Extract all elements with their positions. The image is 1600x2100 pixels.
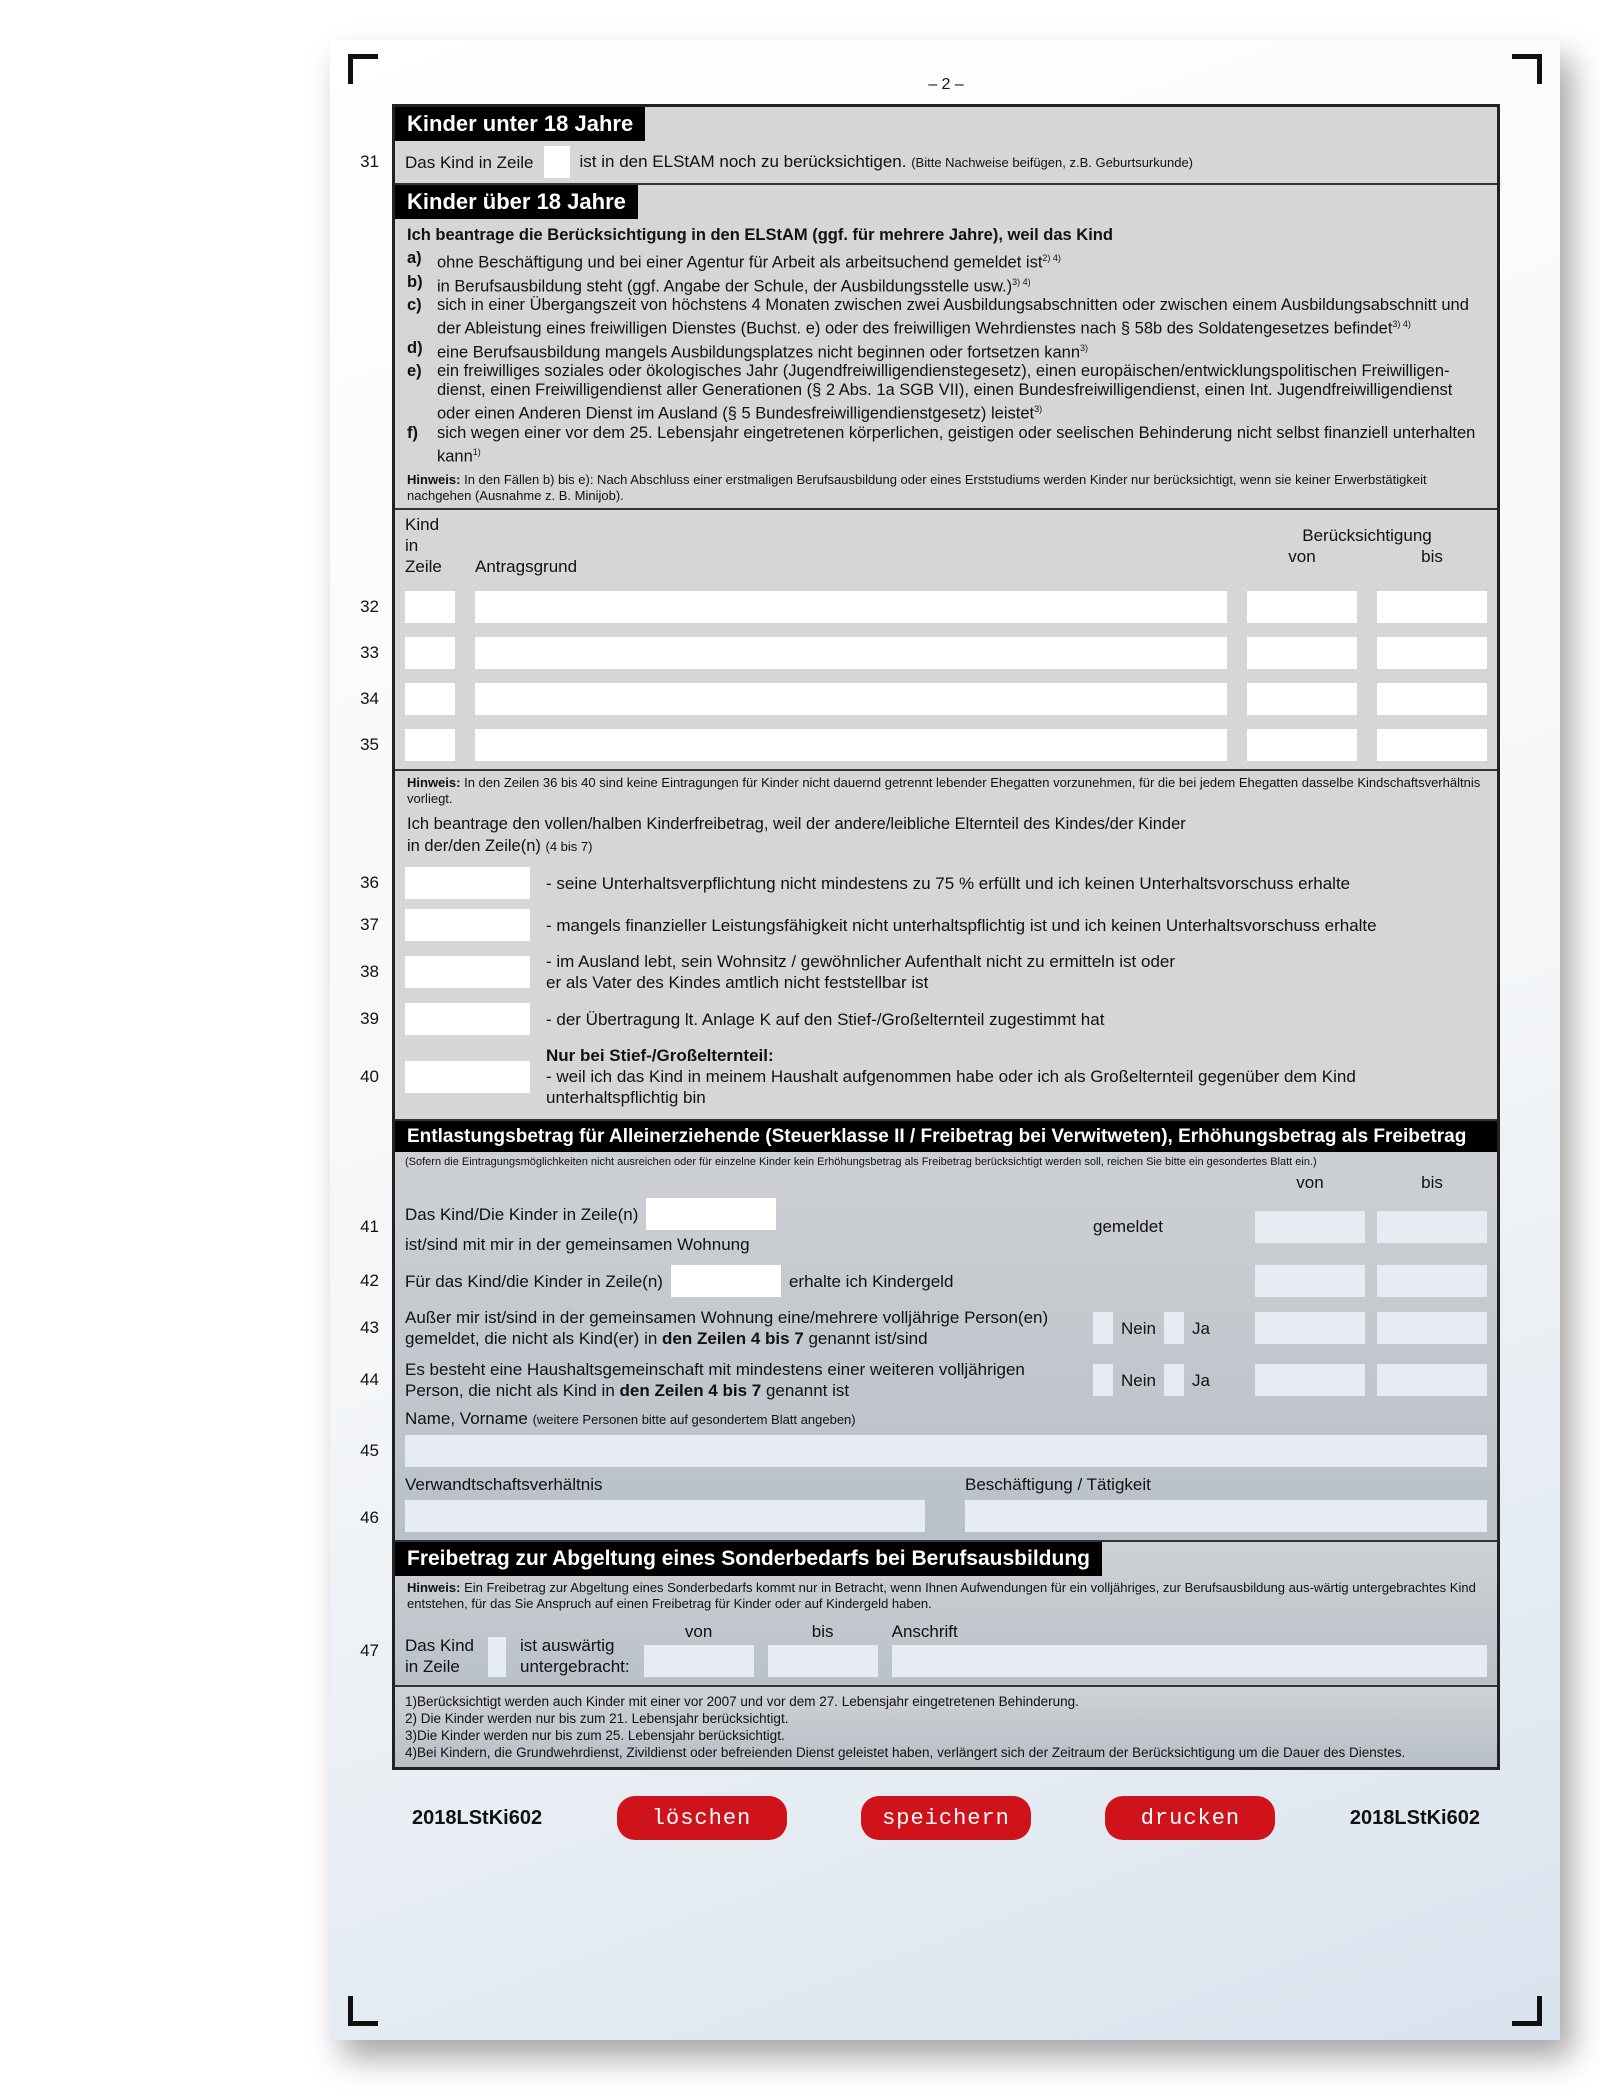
form-code: 2018LStKi602 [412, 1806, 543, 1829]
row-44 [360, 1354, 1497, 1406]
reason-item: f) sich wegen einer vor dem 25. Lebensjahr eingetretenen körperlichen, geistigen oder seelischen Behinderung nicht selbst finanziell unterhalten kann$^{1)}$ [407, 423, 1476, 465]
row-46 [360, 1495, 1497, 1540]
label: Es besteht eine Haushaltsgemeinschaft mit mindestens einer weiteren volljährigen Person, die nicht als Kind in den Zeilen 4 bis 7 genannt ist [405, 1360, 1025, 1400]
reason-text: Nur bei Stief-/Großelternteil: - weil ich das Kind in meinem Haushalt aufgenommen habe oder ich als Großelternteil gegenüber dem Kind unterhaltspflichtig bin [546, 1046, 1356, 1107]
col-header: Anschrift [891, 1622, 958, 1641]
row-47 [360, 1616, 1497, 1685]
line-number: 39 [360, 1009, 379, 1028]
bis-input[interactable] [1377, 1211, 1487, 1243]
von-input[interactable] [1255, 1265, 1365, 1297]
row-41 [360, 1193, 1497, 1260]
page-number: – 2 – [928, 76, 964, 93]
anschrift-input[interactable] [892, 1645, 1487, 1677]
kind-zeile-input[interactable] [405, 683, 455, 715]
col-header: von [684, 1622, 713, 1641]
section-title: Entlastungsbetrag für Alleinerziehende (Steuerklasse II / Freibetrag bei Verwitweten), Erhöhungsbetrag als Freibetrag [395, 1121, 1497, 1152]
zeilen-input[interactable] [671, 1265, 781, 1297]
von-input[interactable] [1255, 1364, 1365, 1396]
col-header: Berücksichtigung [1302, 525, 1432, 545]
table-row [360, 637, 1487, 669]
reason-row [360, 862, 1497, 904]
line-number: 41 [360, 1216, 379, 1236]
bis-group [768, 1621, 878, 1677]
name-input[interactable] [405, 1435, 1487, 1467]
antrag-table [360, 510, 1497, 771]
label: Ja [1191, 1370, 1210, 1390]
nein-ja-group [1093, 1364, 1243, 1396]
von-input[interactable] [1255, 1312, 1365, 1344]
bis-input[interactable] [1377, 683, 1487, 715]
row-42 [360, 1260, 1497, 1302]
zeile-input[interactable] [544, 146, 570, 178]
label: Ja [1191, 1318, 1210, 1338]
zeilen-input[interactable] [405, 956, 530, 988]
col-header: Antragsgrund [475, 557, 578, 576]
line-number: 33 [360, 643, 379, 662]
label: ist/sind mit mir in der gemeinsamen Wohnung [405, 1235, 750, 1254]
print-button[interactable]: drucken [1105, 1796, 1275, 1840]
reason-item: c) sich in einer Übergangszeit von höchstens 4 Monaten zwischen zwei Ausbildungsabschnitten oder zwischen einem Ausbildungsabschnitt und der Ableistung eines freiwilligen Dienstes (Buchst. e) oder des freiwilligen Wehrdienstes nach § 58b des Soldatengesetzes befindet$^{3) 4)}$ [407, 296, 1469, 338]
stief-label: Nur bei Stief-/Großelternteil: [546, 1046, 774, 1065]
anschrift-group [892, 1621, 1487, 1677]
reason-item: b) in Berufsausbildung steht (ggf. Angabe der Schule, der Ausbildungsstelle usw.)$^{3) 4)}$ [407, 272, 1031, 295]
label: gemeldet [1093, 1217, 1163, 1236]
footer [392, 1796, 1500, 1840]
von-input[interactable] [1247, 683, 1357, 715]
intro-text: Ich beantrage die Berücksichtigung in den ELStAM (ggf. für mehrere Jahre), weil das Kind [407, 226, 1113, 244]
section-title: Kinder unter 18 Jahre [395, 107, 645, 141]
reason-text: - im Ausland lebt, sein Wohnsitz / gewöhnlicher Aufenthalt nicht zu ermitteln ist oder er als Vater des Kindes amtlich nicht feststellbar ist [546, 952, 1176, 992]
kind-zeile-input[interactable] [405, 637, 455, 669]
section-title: Kinder über 18 Jahre [395, 185, 638, 219]
zeile-input[interactable] [488, 1637, 506, 1677]
kind-zeile-input[interactable] [405, 729, 455, 761]
reason-text: - der Übertragung lt. Anlage K auf den Stief-/Großelternteil zugestimmt hat [546, 1009, 1105, 1029]
reason-row [360, 946, 1497, 998]
reason-row [360, 998, 1497, 1040]
col-header: bis [1421, 546, 1443, 566]
row-45 [360, 1430, 1497, 1472]
antragsgrund-input[interactable] [475, 637, 1227, 669]
table-header [405, 514, 1487, 577]
table-row [360, 729, 1487, 761]
table-row [360, 683, 1487, 715]
line-number: 43 [360, 1318, 379, 1337]
zeilen-input[interactable] [405, 867, 530, 899]
reason-item: d) eine Berufsausbildung mangels Ausbildungsplatzes nicht beginnen oder fortsetzen kann$^{3)}$ [407, 338, 1089, 361]
label: Beschäftigung / Tätigkeit [965, 1475, 1151, 1494]
row-46-labels [395, 1472, 1497, 1495]
line-number: 47 [360, 1640, 379, 1660]
antragsgrund-input[interactable] [475, 591, 1227, 623]
reason-list [395, 247, 1497, 468]
label: Außer mir ist/sind in der gemeinsamen Wohnung eine/mehrere volljährige Person(en) gemeldet, die nicht als Kind(er) in den Zeilen 4 bis 7 genannt ist/sind [405, 1308, 1049, 1348]
form-page [330, 40, 1560, 2040]
label: ist auswärtig untergebracht: [519, 1636, 630, 1676]
reason-row [360, 904, 1497, 946]
section-kinder-unter-18 [360, 107, 1497, 185]
line-number: 45 [360, 1441, 379, 1460]
label: erhalte ich Kindergeld [788, 1271, 954, 1291]
section-kinderfreibetrag [360, 771, 1497, 1121]
ja-checkbox[interactable] [1164, 1312, 1184, 1344]
intro-text: Ich beantrage den vollen/halben Kinderfreibetrag, weil der andere/leibliche Elternteil des Kindes/der Kinder in der/den Zeile(n) (4 bis 7) [407, 815, 1186, 855]
nein-checkbox[interactable] [1093, 1364, 1113, 1396]
crop-mark [1512, 1996, 1542, 2026]
crop-mark [348, 1996, 378, 2026]
col-header: bis [811, 1622, 834, 1641]
taetigkeit-input[interactable] [965, 1500, 1487, 1532]
reason-item: a) ohne Beschäftigung und bei einer Agentur für Arbeit als arbeitsuchend gemeldet ist$^{2) 4)}$ [407, 249, 1061, 272]
form-code: 2018LStKi602 [1349, 1806, 1480, 1829]
crop-mark [348, 54, 378, 84]
zeilen-input[interactable] [646, 1198, 776, 1230]
footnotes [395, 1687, 1497, 1767]
line-number: 42 [360, 1271, 379, 1290]
bis-input[interactable] [768, 1645, 878, 1677]
line-number: 32 [360, 597, 379, 616]
col-header: von [1288, 546, 1316, 566]
label: Nein [1121, 1318, 1156, 1338]
antragsgrund-input[interactable] [475, 683, 1227, 715]
row-43 [360, 1302, 1497, 1354]
label: ist in den ELStAM noch zu berücksichtigen. (Bitte Nachweise beifügen, z.B. Geburtsurkunde) [579, 152, 1194, 171]
note: (Sofern die Eintragungsmöglichkeiten nicht ausreichen oder für einzelne Kinder kein Erhöhungsbetrag als Freibetrag berücksichtigt werden soll, reichen Sie bitte ein gesondertes Blatt ein.) [405, 1156, 1317, 1168]
table-row [360, 591, 1487, 623]
footnote: 3)Die Kinder werden nur bis zum 25. Lebensjahr berücksichtigt. [405, 1728, 785, 1743]
zeilen-input[interactable] [405, 909, 530, 941]
verwandtschaft-input[interactable] [405, 1500, 925, 1532]
von-input[interactable] [1247, 591, 1357, 623]
line-number: 31 [360, 152, 379, 171]
zeilen-input[interactable] [405, 1061, 530, 1093]
von-input[interactable] [644, 1645, 754, 1677]
col-header: von [1296, 1173, 1324, 1192]
footnote: 4)Bei Kindern, die Grundwehrdienst, Zivildienst oder befreienden Dienst geleistet haben, verlängert sich der Zeitraum der Berücksichtigung um die Dauer des Dienstes. [405, 1745, 1406, 1760]
label: Name, Vorname (weitere Personen bitte auf gesondertem Blatt angeben) [405, 1409, 856, 1428]
line-number: 34 [360, 689, 379, 708]
reason-text: - seine Unterhaltsverpflichtung nicht mindestens zu 75 % erfüllt und ich keinen Unterhaltsvorschuss erhalte [546, 873, 1351, 893]
nein-ja-group [1093, 1312, 1243, 1344]
reason-item: e) ein freiwilliges soziales oder ökologisches Jahr (Jugendfreiwilligendienstegesetz), einen europäischen/entwicklungspolitischen Freiwilligen-dienst, einen Freiwilligendienst aller Generationen (§ 2 Abs. 1a SGB VII), einen Bundesfreiwilligendienst, einen Int. Jugendfreiwilligendienst oder einen Anderen Dienst im Ausland (§ 5 Bundesfreiwilligendienstgesetz) leistet$^{3)}$ [407, 362, 1453, 423]
bis-input[interactable] [1377, 1265, 1487, 1297]
nein-checkbox[interactable] [1093, 1312, 1113, 1344]
section-kinder-ueber-18 [395, 185, 1497, 510]
hint: Hinweis: In den Fällen b) bis e): Nach Abschluss einer erstmaligen Berufsausbildung oder eines Erststudiums werden Kinder nur berücksichtigt, wenn sie keiner Erwerbstätigkeit nachgehen (Ausnahme z. B. Minijob). [407, 472, 1427, 503]
footnote: 1)Berücksichtigt werden auch Kinder mit einer vor 2007 und vor dem 27. Lebensjahr eingetretenen Behinderung. [405, 1694, 1079, 1709]
bis-input[interactable] [1377, 1364, 1487, 1396]
reason-row [360, 1040, 1497, 1113]
section-sonderbedarf [360, 1542, 1497, 1687]
label: Für das Kind/die Kinder in Zeile(n) [405, 1271, 663, 1291]
bis-input[interactable] [1377, 637, 1487, 669]
von-group [644, 1621, 754, 1677]
col-header: bis [1421, 1173, 1443, 1192]
form [360, 104, 1500, 1770]
label: Das Kind in Zeile [405, 152, 534, 172]
label: Das Kind/Die Kinder in Zeile(n) [405, 1204, 639, 1224]
section-title: Freibetrag zur Abgeltung eines Sonderbedarfs bei Berufsausbildung [395, 1542, 1102, 1576]
footnote: 2) Die Kinder werden nur bis zum 21. Lebensjahr berücksichtigt. [405, 1711, 789, 1726]
line-number: 36 [360, 873, 379, 892]
antragsgrund-input[interactable] [475, 729, 1227, 761]
hint: Hinweis: In den Zeilen 36 bis 40 sind keine Eintragungen für Kinder nicht dauernd getrennt lebender Ehegatten vorzunehmen, für die bei jedem Ehegatten dasselbe Kindschaftsverhältnis vorliegt. [407, 775, 1481, 806]
row-31 [360, 141, 1497, 183]
line-number: 46 [360, 1507, 379, 1527]
crop-mark [1512, 54, 1542, 84]
line-number: 38 [360, 962, 379, 981]
bis-input[interactable] [1377, 591, 1487, 623]
line-number: 44 [360, 1370, 379, 1389]
von-input[interactable] [1247, 729, 1357, 761]
save-button[interactable]: speichern [861, 1796, 1031, 1840]
line-number: 35 [360, 735, 379, 754]
label: Das Kind in Zeile [405, 1636, 474, 1676]
zeilen-input[interactable] [405, 1003, 530, 1035]
date-header [395, 1172, 1497, 1193]
bis-input[interactable] [1377, 729, 1487, 761]
line-number: 37 [360, 915, 379, 934]
label: Nein [1121, 1370, 1156, 1390]
von-input[interactable] [1255, 1211, 1365, 1243]
von-input[interactable] [1247, 637, 1357, 669]
kind-zeile-input[interactable] [405, 591, 455, 623]
ja-checkbox[interactable] [1164, 1364, 1184, 1396]
section-entlastungsbetrag [360, 1121, 1497, 1542]
bis-input[interactable] [1377, 1312, 1487, 1344]
delete-button[interactable]: löschen [617, 1796, 787, 1840]
col-header: Kind in Zeile [405, 515, 442, 576]
label: Verwandtschaftsverhältnis [405, 1475, 603, 1494]
col-header-group [1247, 525, 1487, 567]
line-number: 40 [360, 1066, 379, 1086]
hint: Hinweis: Ein Freibetrag zur Abgeltung eines Sonderbedarfs kommt nur in Betracht, wenn Ihnen Aufwendungen für ein volljähriges, zur Berufsausbildung aus-wärtig untergebrachtes Kind entstehen, für das Sie Anspruch auf einen Freibetrag für Kinder oder auf Kindergeld haben. [407, 1580, 1476, 1611]
reason-text: - mangels finanzieller Leistungsfähigkeit nicht unterhaltspflichtig ist und ich keinen Unterhaltsvorschuss erhalte [546, 915, 1377, 935]
